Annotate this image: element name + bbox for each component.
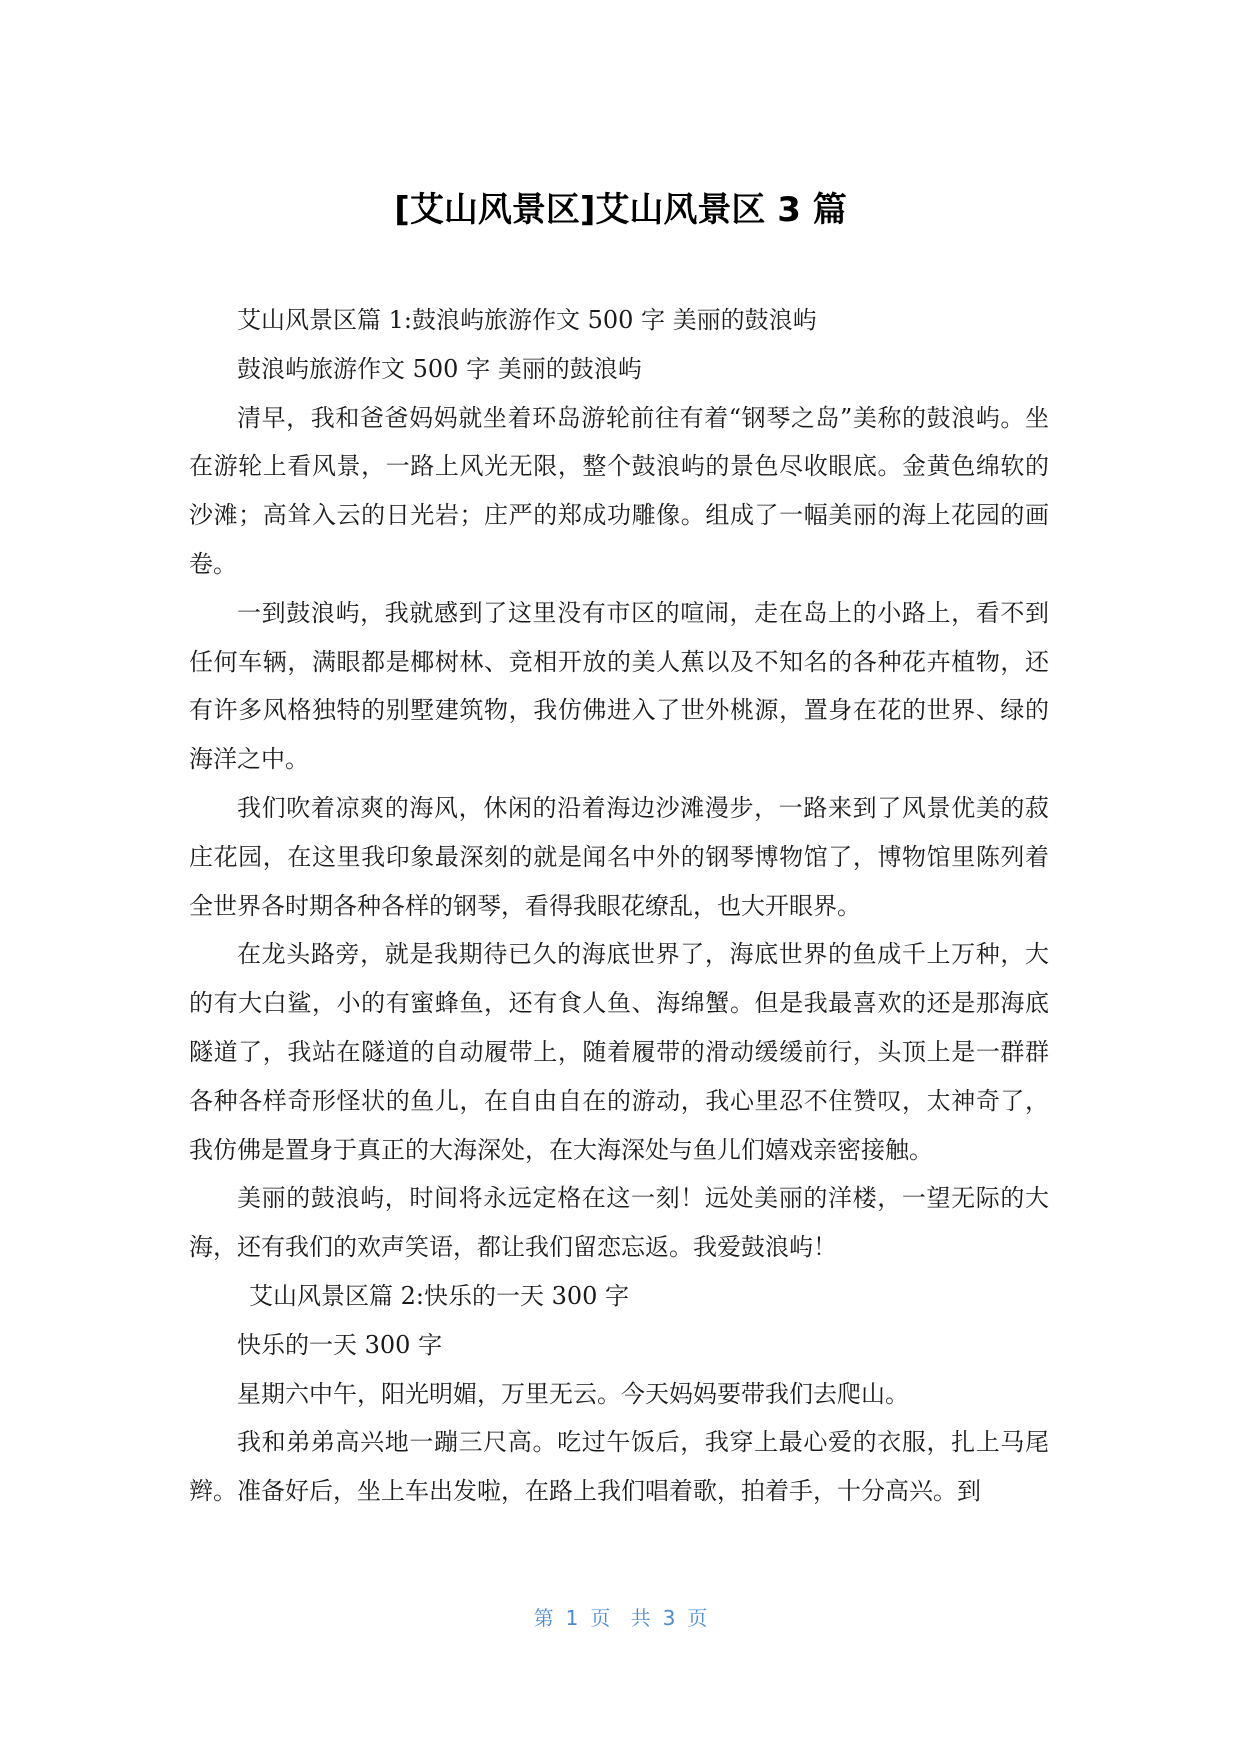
paragraph: 清早，我和爸爸妈妈就坐着环岛游轮前往有着“钢琴之岛”美称的鼓浪屿。坐在游轮上看风景，一路上风光无限，整个鼓浪屿的景色尽收眼底。金黄色绵软的沙滩；高耸入云的日光岩；庄严的郑成功雕像。组成了一幅美丽的海上花园的画卷。 [189, 403, 1049, 578]
document-body [189, 296, 1049, 1516]
footer-label-of: 页 共 [590, 1606, 651, 1630]
footer-total-pages: 3 [662, 1606, 676, 1630]
paragraph: 在龙头路旁，就是我期待已久的海底世界了，海底世界的鱼成千上万种，大的有大白鲨，小的有蜜蜂鱼，还有食人鱼、海绵蟹。但是我最喜欢的还是那海底隧道了，我站在隧道的自动履带上，随着履带的滑动缓缓前行，头顶上是一群群各种各样奇形怪状的鱼儿，在自由自在的游动，我心里忍不住赞叹，太神奇了，我仿佛是置身于真正的大海深处，在大海深处与鱼儿们嬉戏亲密接触。 [189, 940, 1049, 1164]
section-heading-1: 艾山风景区篇 1:鼓浪屿旅游作文 500 字 美丽的鼓浪屿 [237, 306, 817, 334]
paragraph: 星期六中午，阳光明媚，万里无云。今天妈妈要带我们去爬山。 [237, 1379, 909, 1408]
article-title-2: 快乐的一天 300 字 [237, 1330, 443, 1359]
paragraph: 我们吹着凉爽的海风，休闲的沿着海边沙滩漫步，一路来到了风景优美的菽庄花园，在这里我印象最深刻的就是闻名中外的钢琴博物馆了，博物馆里陈列着全世界各时期各种各样的钢琴，看得我眼花缭乱，也大开眼界。 [189, 793, 1049, 920]
document-title: [艾山风景区]艾山风景区 3 篇 [394, 190, 847, 230]
footer-current-page: 1 [565, 1606, 579, 1630]
paragraph: 我和弟弟高兴地一蹦三尺高。吃过午饭后，我穿上最心爱的衣服，扎上马尾辫。准备好后，坐上车出发啦，在路上我们唱着歌，拍着手，十分高兴。到 [189, 1428, 1049, 1506]
footer-label-end: 页 [687, 1606, 708, 1630]
section-heading-2: 艾山风景区篇 2:快乐的一天 300 字 [249, 1281, 630, 1310]
paragraph: 一到鼓浪屿，我就感到了这里没有市区的喧闹，走在岛上的小路上，看不到任何车辆，满眼都是椰树林、竞相开放的美人蕉以及不知名的各种花卉植物，还有许多风格独特的别墅建筑物，我仿佛进入了世外桃源，置身在花的世界、绿的海洋之中。 [189, 598, 1049, 774]
footer-label-page: 第 [533, 1606, 554, 1630]
article-title-1: 鼓浪屿旅游作文 500 字 美丽的鼓浪屿 [237, 354, 642, 383]
page-number-footer [0, 1604, 1241, 1632]
paragraph: 美丽的鼓浪屿，时间将永远定格在这一刻！远处美丽的洋楼，一望无际的大海，还有我们的欢声笑语，都让我们留恋忘返。我爱鼓浪屿！ [189, 1184, 1049, 1262]
